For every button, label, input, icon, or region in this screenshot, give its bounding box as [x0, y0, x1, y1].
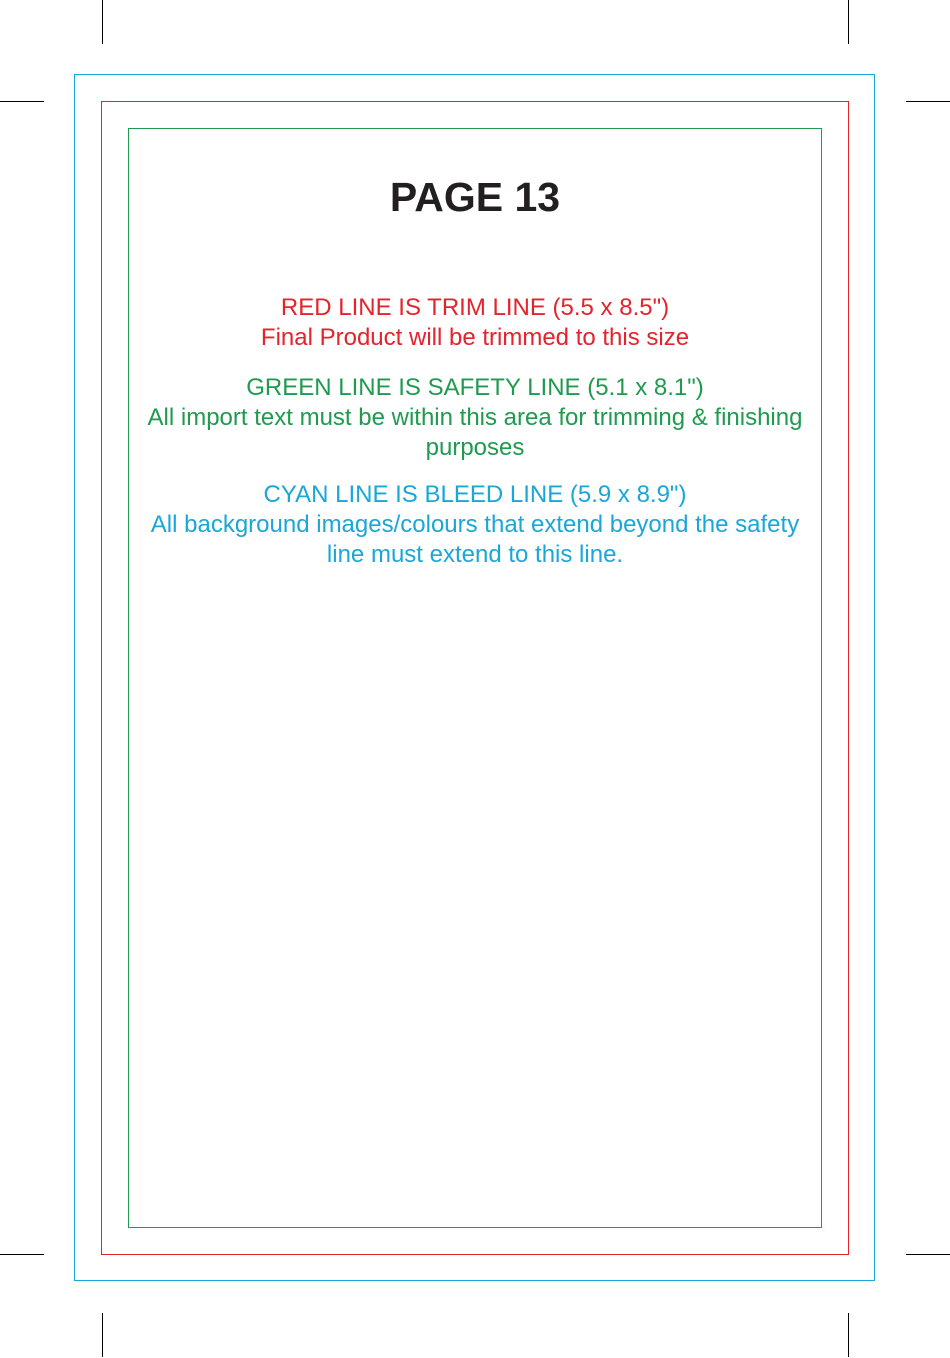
crop-mark-top-right	[848, 0, 849, 44]
crop-mark-right-top	[906, 101, 950, 102]
bleed-line-heading: CYAN LINE IS BLEED LINE (5.9 x 8.9")	[263, 481, 687, 508]
crop-mark-bottom-right	[848, 1313, 849, 1357]
trim-line-info	[140, 293, 810, 353]
bleed-line-note: All background images/colours that extend beyond the safety line must extend to this line.	[150, 511, 800, 568]
crop-mark-left-top	[0, 101, 44, 102]
page-title: PAGE 13	[389, 174, 561, 220]
crop-mark-right-bottom	[906, 1254, 950, 1255]
safety-line-note: All import text must be within this area for trimming & finishing purposes	[147, 404, 803, 461]
bleed-line-info	[140, 480, 810, 570]
safety-line-heading: GREEN LINE IS SAFETY LINE (5.1 x 8.1")	[246, 374, 704, 401]
trim-line-note: Final Product will be trimmed to this size	[260, 324, 690, 351]
crop-mark-bottom-left	[102, 1313, 103, 1357]
crop-mark-top-left	[102, 0, 103, 44]
safety-line-info	[140, 373, 810, 463]
trim-line-heading: RED LINE IS TRIM LINE (5.5 x 8.5")	[280, 294, 670, 321]
crop-mark-left-bottom	[0, 1254, 44, 1255]
